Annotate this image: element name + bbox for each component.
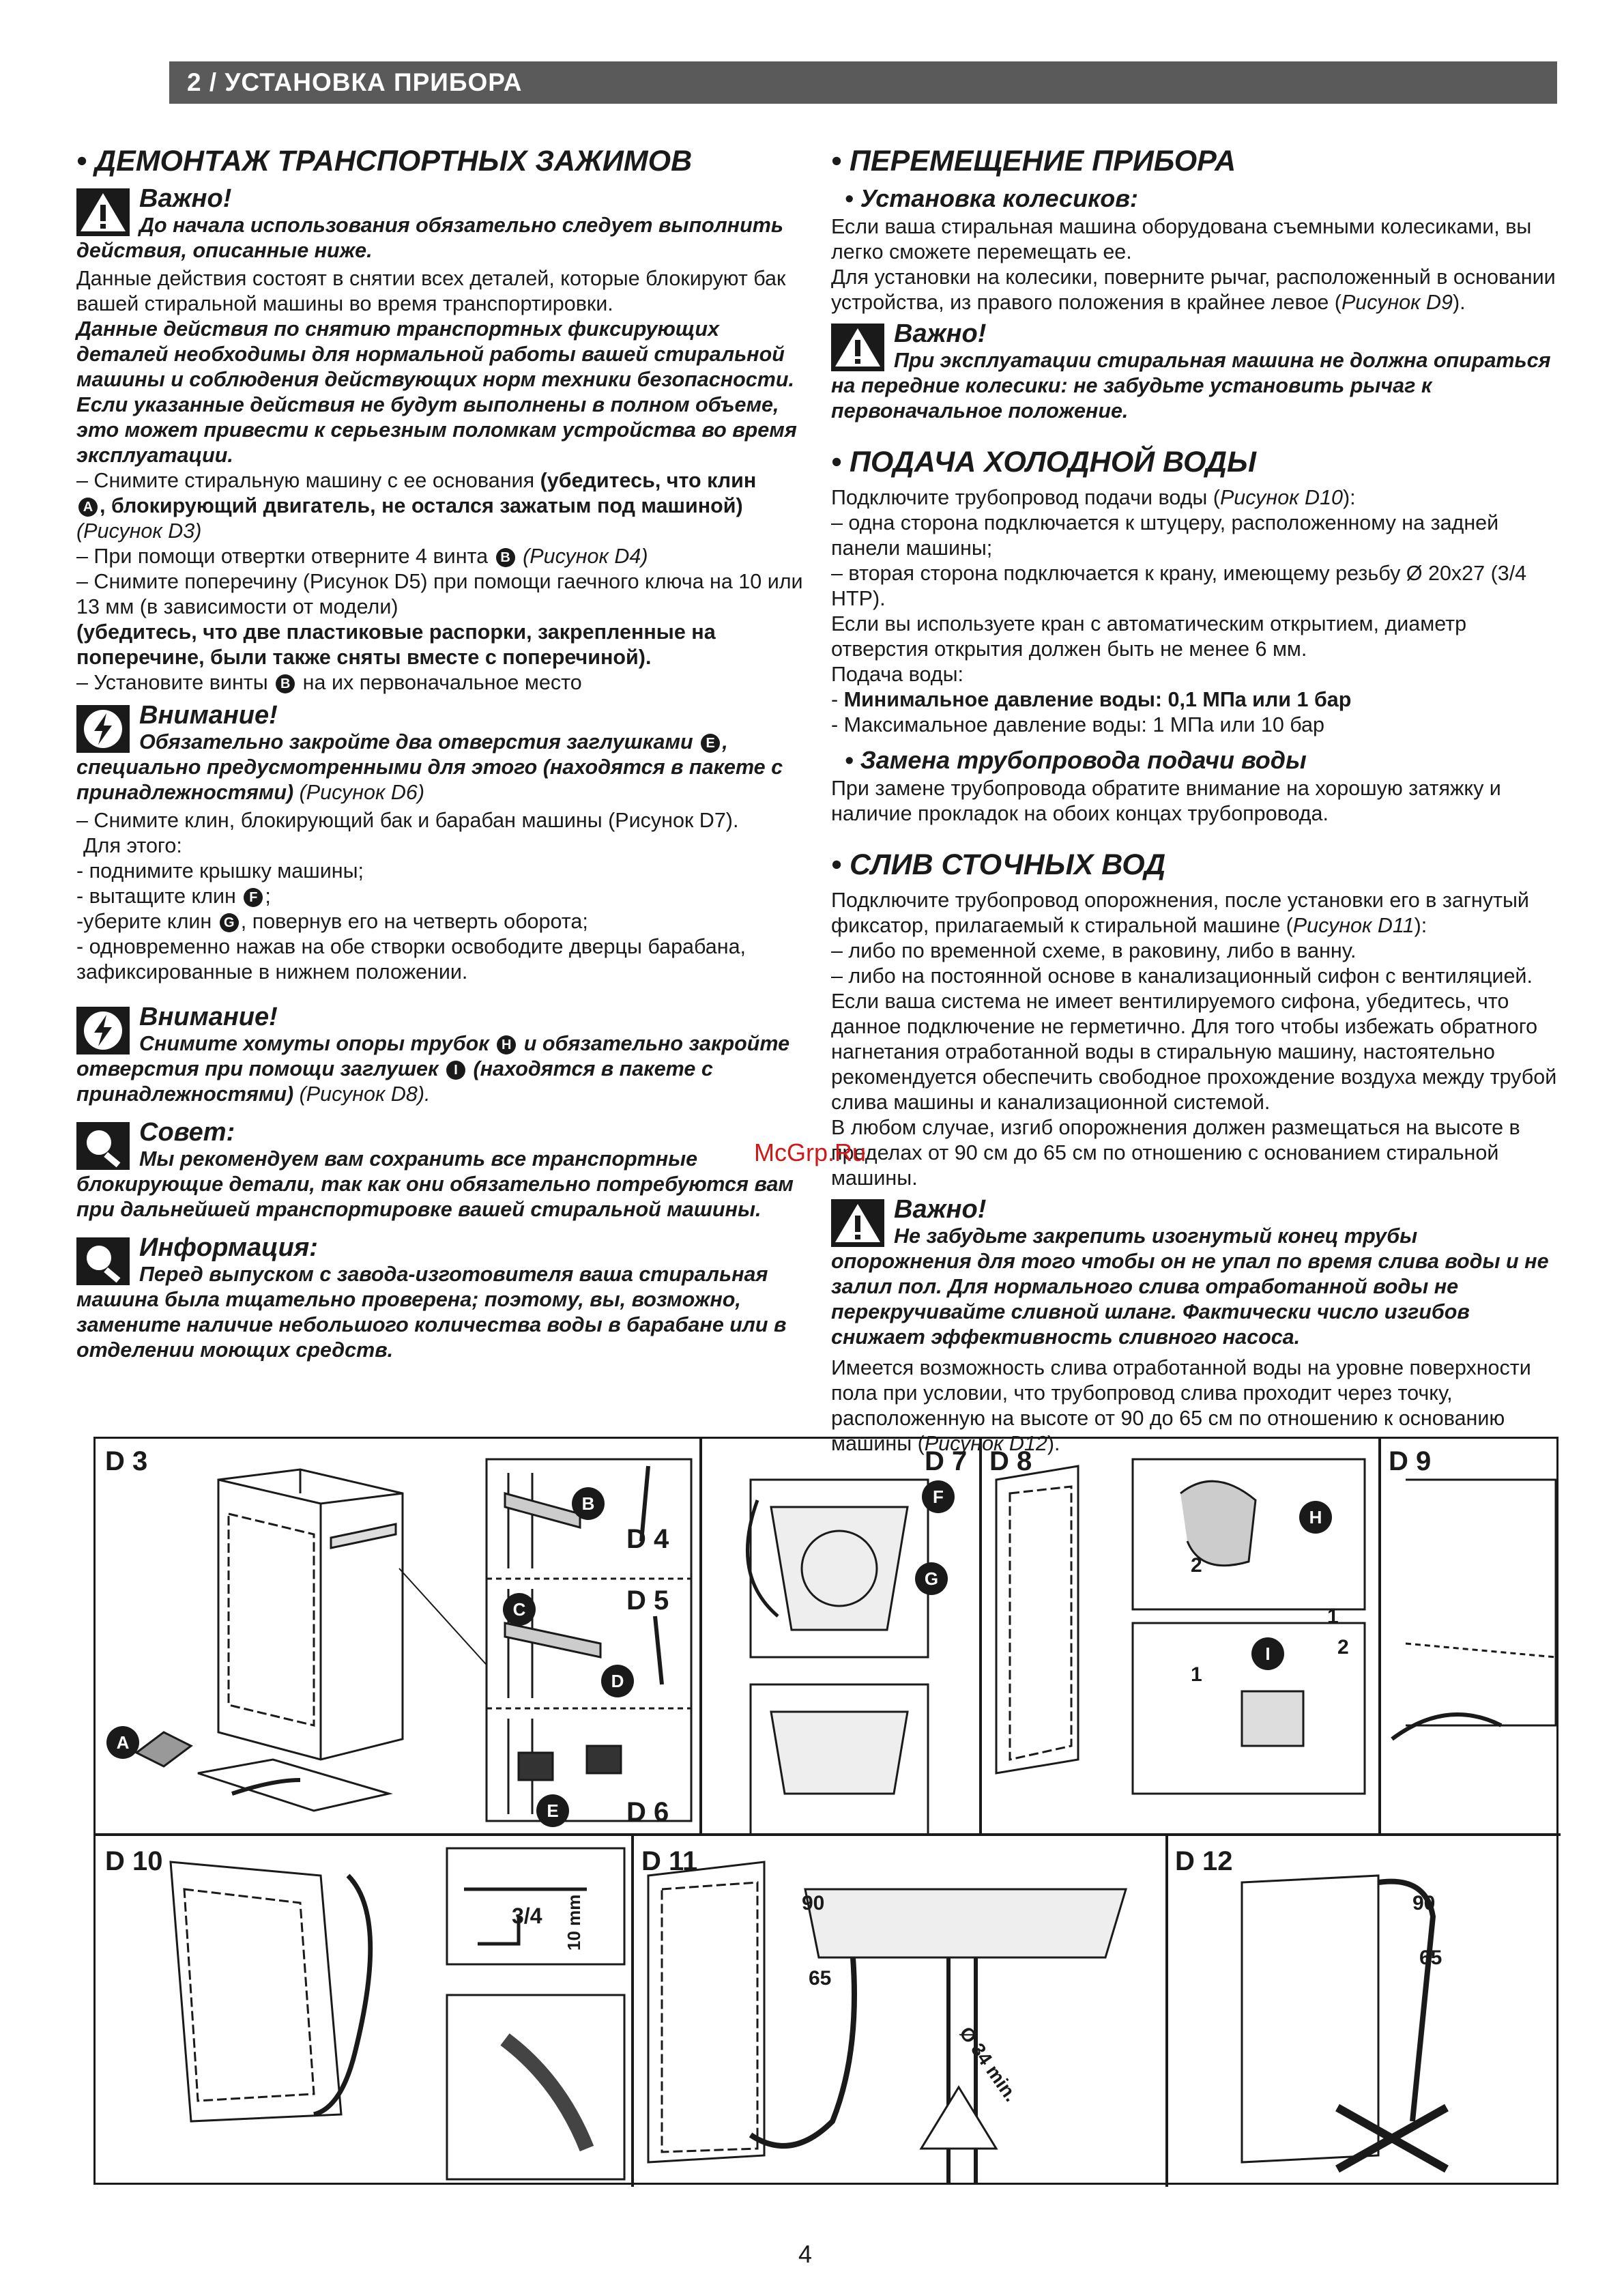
marker-e: E (701, 734, 720, 753)
height-label: 90 (1412, 1892, 1436, 1914)
figure-label-d11: D 11 (641, 1846, 698, 1876)
paragraph: При замене трубопровода обратите внимание на хорошую затяжку и наличие прокладок на обоих концах трубопровода. (831, 777, 1501, 825)
figure-label-d3: D 3 (105, 1446, 148, 1476)
paragraph: – либо по временной схеме, в раковину, либо в ванну. (831, 939, 1357, 962)
step: – Снимите стиральную машину с ее основания (убедитесь, что клин A , блокирующий двигатель, не остался зажатым под машиной) (Рисунок D3) (76, 469, 757, 543)
left-column (76, 143, 807, 1366)
paragraph: Если указанные действия не будут выполнены в полном объеме, это может привести к серьезным поломкам устройства во время эксплуатации. (76, 393, 797, 467)
section-header: 2 / УСТАНОВКА ПРИБОРА (169, 61, 1557, 104)
step: -уберите клин G , повернув его на четверть оборота; (76, 910, 588, 933)
height-label: 65 (809, 1967, 832, 1990)
tip-note (76, 1118, 807, 1222)
paragraph: - Максимальное давление воды: 1 МПа или 10 бар (831, 713, 1324, 736)
section-title-transport: • ДЕМОНТАЖ ТРАНСПОРТНЫХ ЗАЖИМОВ (76, 145, 693, 177)
step: – Установите винты B на их первоначальное место (76, 671, 582, 694)
figures-grid (93, 1437, 1558, 2185)
step-number: 1 (1191, 1663, 1202, 1686)
figures-drawing (96, 1439, 1561, 2187)
figure-label-d7: D 7 (925, 1446, 968, 1476)
marker-b: B (496, 548, 515, 567)
info-title: Информация: (139, 1233, 318, 1262)
subsection-title-wheels: • Установка колесиков: (845, 184, 1139, 212)
attention-title: Внимание! (139, 701, 278, 730)
paragraph: Подключите трубопровод подачи воды (Рисунок D10): (831, 486, 1356, 509)
height-label: 90 (802, 1892, 825, 1914)
subsection-title-replace: • Замена трубопровода подачи воды (845, 746, 1307, 774)
figure-label-d5: D 5 (626, 1585, 669, 1616)
important-note (76, 184, 807, 263)
step: – При помощи отвертки отверните 4 винта B (Рисунок D4) (76, 545, 648, 568)
callout-a: A (116, 1732, 130, 1753)
step: – Снимите клин, блокирующий бак и барабан машины (Рисунок D7). (76, 809, 739, 832)
figure-label-d12: D 12 (1175, 1846, 1233, 1876)
callout-c: C (512, 1599, 526, 1620)
marker-f: F (244, 888, 263, 907)
watermark: McGrp.Ru (754, 1138, 867, 1166)
marker-a: A (78, 498, 98, 517)
marker-h: H (497, 1035, 516, 1054)
step: (убедитесь, что две пластиковые распорки, закрепленные на поперечине, были также сняты вместе с поперечиной). (76, 620, 716, 669)
important-note: Важно! Не забудьте закрепить изогнутый конец трубы опорожнения для того чтобы он не упал по время слива воды и не залил пол. Для нормального слива отработанной воды не перекручивайте сливной шланг. Фактически число изгибов снижает эффективность сливного насоса. (831, 1195, 1561, 1350)
important-note (831, 319, 1561, 424)
paragraph: Если вы используете кран с автоматическим открытием, диаметр отверстия открытия должен быть не менее 6 мм. (831, 612, 1467, 661)
lightning-icon (76, 1007, 130, 1054)
magnifier-icon (76, 1237, 130, 1285)
callout-f: F (933, 1487, 944, 1507)
warning-icon (76, 188, 130, 236)
figure-label-d8: D 8 (989, 1446, 1032, 1476)
figure-label-d9: D 9 (1389, 1446, 1432, 1476)
paragraph: В любом случае, изгиб опорожнения должен размещаться на высоте в пределах от 90 см до 65 см по отношению с основанием стиральной машины. (831, 1116, 1520, 1190)
paragraph: Подача воды: (831, 663, 963, 686)
callout-e: E (547, 1800, 559, 1821)
paragraph: Подключите трубопровод опорожнения, после установки его в загнутый фиксатор, прилагаемый к стиральной машине (Рисунок D11): (831, 889, 1529, 937)
step: – Снимите поперечину (Рисунок D5) при помощи гаечного ключа на 10 или 13 мм (в зависимости от модели) (76, 570, 803, 618)
section-title-drain: • СЛИВ СТОЧНЫХ ВОД (831, 848, 1166, 881)
step-number: 2 (1191, 1554, 1202, 1577)
page-number: 4 (798, 2240, 813, 2268)
step: - поднимите крышку машины; (76, 859, 364, 882)
paragraph: Данные действия по снятию транспортных фиксирующих деталей необходимы для нормальной работы вашей стиральной машины и соблюдения действующих норм техники безопасности. (76, 317, 794, 391)
step-number: 1 (1327, 1605, 1339, 1628)
marker-i: I (446, 1061, 465, 1080)
step: - вытащите клин F ; (76, 885, 271, 908)
section-title-cold-water: • ПОДАЧА ХОЛОДНОЙ ВОДЫ (831, 446, 1256, 478)
callout-b: B (581, 1493, 595, 1514)
marker-b: B (276, 674, 295, 693)
attention-note-1: Внимание! Обязательно закройте два отверстия заглушками E , специально предусмотренными для этого (находятся в пакете с принадлежностями) (Рисунок D6) (76, 701, 807, 805)
paragraph: – одна сторона подключается к штуцеру, расположенному на задней панели машины; (831, 511, 1499, 560)
right-column (831, 143, 1561, 1456)
figure-label-d10: D 10 (105, 1846, 163, 1876)
warning-icon (831, 324, 884, 371)
attention-title: Внимание! (139, 1003, 278, 1031)
paragraph: Если ваша стиральная машина оборудована съемными колесиками, вы легко сможете перемещать ее. (831, 215, 1532, 263)
marker-g: G (220, 913, 239, 932)
magnifier-icon (76, 1122, 130, 1170)
callout-d: D (611, 1671, 624, 1691)
important-title: Важно! (139, 184, 232, 213)
step: - одновременно нажав на обе створки освободите дверцы барабана, зафиксированные в нижнем положении. (76, 935, 746, 984)
attention-note-2: Внимание! Снимите хомуты опоры трубок H и обязательно закройте отверстия при помощи заглушек I (находятся в пакете с принадлежностями) (Рисунок D8). (76, 1003, 807, 1107)
important-text: До начала использования обязательно следует выполнить действия, описанные ниже. (76, 214, 783, 262)
important-title: Важно! (894, 1195, 987, 1224)
paragraph: – вторая сторона подключается к крану, имеющему резьбу Ø 20x27 (3/4 НТР). (831, 562, 1527, 610)
section-title-moving: • ПЕРЕМЕЩЕНИЕ ПРИБОРА (831, 145, 1236, 177)
height-label: 65 (1419, 1947, 1442, 1969)
important-title: Важно! (894, 319, 987, 348)
paragraph: Имеется возможность слива отработанной воды на уровне поверхности пола при условии, что трубопровод слива проходит через точку, расположенную на высоте от 90 до 65 см по отношению к основанию машины (Рисунок D12). (831, 1356, 1531, 1455)
callout-g: G (924, 1568, 939, 1589)
step-number: 2 (1337, 1636, 1349, 1659)
diameter-label: Ø 34 min. (955, 2022, 1022, 2106)
important-text: При эксплуатации стиральная машина не должна опираться на передние колесики: не забудьте установить рычаг к первоначальное положение. (831, 349, 1551, 422)
tip-text: Мы рекомендуем вам сохранить все транспортные блокирующие детали, так как они обязательно потребуются вам при дальнейшей транспортировке вашей стиральной машины. (76, 1147, 794, 1221)
step: Для этого: (83, 834, 182, 857)
dimension-label: 10 mm (564, 1894, 584, 1951)
warning-icon (831, 1199, 884, 1247)
thread-label: 3/4 (512, 1904, 542, 1928)
info-note (76, 1233, 807, 1363)
figure-label-d6: D 6 (626, 1797, 669, 1827)
callout-i: I (1265, 1644, 1271, 1664)
paragraph: – либо на постоянной основе в канализационный сифон с вентиляцией. Если ваша система не имеет вентилируемого сифона, убедитесь, что данное подключение не герметично. Для того чтобы избежать обратного нагнетания отработанной воды в стиральную машину, настоятельно рекомендуется обеспечить свободное прохождение воздуха между трубой слива машины и канализационной системой. (831, 964, 1557, 1114)
lightning-icon (76, 705, 130, 753)
paragraph: Для установки на колесики, поверните рычаг, расположенный в основании устройства, из правого положения в крайнее левое (Рисунок D9). (831, 266, 1556, 314)
paragraph: - Минимальное давление воды: 0,1 МПа или 1 бар (831, 688, 1352, 711)
tip-title: Совет: (139, 1118, 235, 1147)
figure-label-d4: D 4 (626, 1524, 669, 1554)
paragraph: Данные действия состоят в снятии всех деталей, которые блокируют бак вашей стиральной машины во время транспортировки. (76, 267, 786, 315)
info-text: Перед выпуском с завода-изготовителя ваша стиральная машина была тщательно проверена; поэтому, вы, возможно, замените наличие небольшого количества воды в барабане или в отделении моющих средств. (76, 1263, 787, 1362)
callout-h: H (1309, 1507, 1322, 1527)
